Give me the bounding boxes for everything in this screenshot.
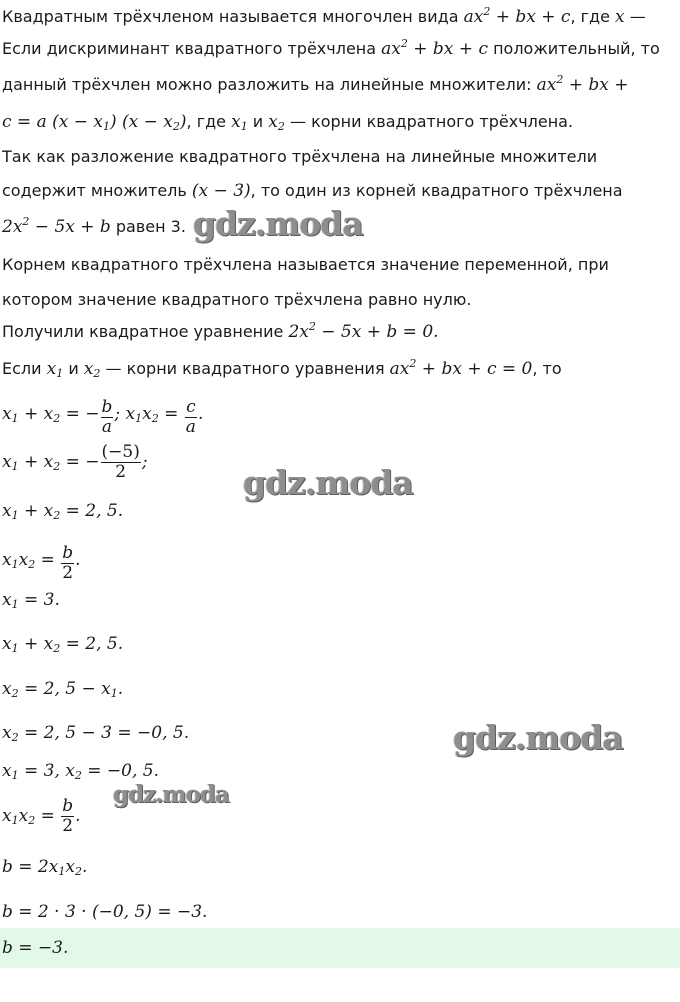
- formula-x1-equals-3: $x_1 = 3$.: [2, 590, 60, 611]
- formula-x1: $x_1$: [46, 359, 64, 380]
- text-roots-of: — корни квадратного уравнения: [105, 359, 385, 378]
- formula-equation: $2x^2 - 5x + b = 0$.: [288, 320, 439, 342]
- formula-answer: b = −3.: [2, 938, 69, 958]
- formula-x2: $x_2$: [268, 112, 285, 133]
- text-roots: — корни квадратного трёхчлена.: [289, 112, 574, 131]
- formula-x2-expr: $x_2 = 2$, $5 - x_1$.: [2, 679, 124, 700]
- formula-sum-substituted: $x_1 + x_2$ = − $\frac{(-5)}{2}$ ;: [2, 442, 148, 482]
- formula-x2: $x_2$: [83, 359, 101, 380]
- text-one-root: , то один из корней квадратного трёхчлена: [250, 181, 623, 200]
- formula-vieta: $x_1 + x_2$ = − $\frac{b}{a}$ ; $x_1x_2$ = $\frac{c}{a}$ .: [2, 396, 204, 432]
- watermark-logo: gdz.moda: [113, 781, 229, 808]
- text-got-equation: Получили квадратное уравнение: [2, 322, 284, 341]
- text-line-2: [2, 38, 660, 60]
- text-line-8: [2, 254, 609, 276]
- formula-general-equation: $ax^2$ + bx + c = 0: [389, 357, 533, 379]
- formula-sum-repeat: $x_1 + x_2 = 2$, 5.: [2, 634, 124, 655]
- text-line-7: [2, 216, 186, 238]
- formula-trinomial-given: $2x^2 - 5x + b$: [2, 215, 111, 237]
- text-if: Если: [2, 359, 42, 378]
- formula-b-expr: $b = 2x_1x_2$.: [2, 857, 88, 878]
- text-dash: —: [629, 7, 646, 26]
- text-equals-3: равен 3.: [115, 217, 186, 236]
- text-discriminant: Если дискриминант квадратного трёхчлена: [2, 39, 377, 58]
- fraction-b-over-2: $\frac{b}{2}$: [62, 796, 74, 836]
- formula-factor: (x − 3): [191, 181, 251, 201]
- text-and: и: [252, 112, 264, 131]
- fraction-b-over-a: $\frac{b}{a}$: [101, 396, 113, 432]
- text-root-def-2: котором значение квадратного трёхчлена равно нулю.: [2, 290, 472, 309]
- fraction-c-over-a: $\frac{c}{a}$: [185, 396, 196, 432]
- text-line-6: [2, 180, 623, 202]
- formula-var: x: [615, 7, 625, 27]
- formula-b-calc: b = 2 · 3 · (−0, 5) = −3.: [2, 902, 208, 922]
- formula-trinomial: $ax^2$ + bx + c: [381, 37, 488, 59]
- watermark-logo: gdz.moda: [193, 204, 363, 243]
- text-then: , то: [532, 359, 562, 378]
- fraction-minus5-over-2: $\frac{(-5)}{2}$: [101, 442, 140, 482]
- text-contains: содержит множитель: [2, 181, 187, 200]
- text-definition: Квадратным трёхчленом называется многочлен вида: [2, 7, 459, 26]
- text-root-def: Корнем квадратного трёхчлена называется значение переменной, при: [2, 255, 609, 274]
- formula-sum-result: $x_1 + x_2 = 2$, 5.: [2, 501, 124, 522]
- text-and: и: [68, 359, 79, 378]
- formula-trinomial: $ax^2$ + bx + c: [463, 5, 571, 27]
- formula-product: $x_1x_2$ = $\frac{b}{2}$ .: [2, 542, 81, 578]
- text-sep: , где: [570, 7, 610, 26]
- text-where: , где: [186, 112, 227, 131]
- text-line-5: [2, 146, 597, 168]
- watermark-logo: gdz.moda: [453, 718, 623, 757]
- answer-highlight: [0, 928, 680, 968]
- text-line-9: [2, 289, 471, 311]
- fraction-b-over-2: $\frac{b}{2}$: [62, 542, 74, 578]
- text-line-10: [2, 321, 439, 343]
- text-line-3: [2, 74, 629, 96]
- formula-factorization: c = a $(x - x_1)$ $(x - x_2)$: [2, 112, 187, 133]
- text-line-11: [2, 358, 562, 380]
- watermark-logo: gdz.moda: [243, 463, 413, 502]
- text-line-1: [2, 6, 646, 28]
- formula-x2-value: $x_2 = 2$, 5 − 3 = −0, 5.: [2, 723, 190, 744]
- text-positive: положительный, то: [493, 39, 660, 58]
- formula-product-repeat: $x_1x_2$ = $\frac{b}{2}$ .: [2, 796, 81, 836]
- formula-trinomial-start: $ax^2$ + bx +: [536, 73, 629, 95]
- text-since: Так как разложение квадратного трёхчлена на линейные множители: [2, 147, 598, 166]
- formula-roots: $x_1 = 3$, $x_2 = -0$, 5.: [2, 761, 159, 782]
- formula-x1: $x_1$: [231, 112, 248, 133]
- text-line-4: [2, 111, 573, 133]
- text-factorize: данный трёхчлен можно разложить на линейные множители:: [2, 75, 532, 94]
